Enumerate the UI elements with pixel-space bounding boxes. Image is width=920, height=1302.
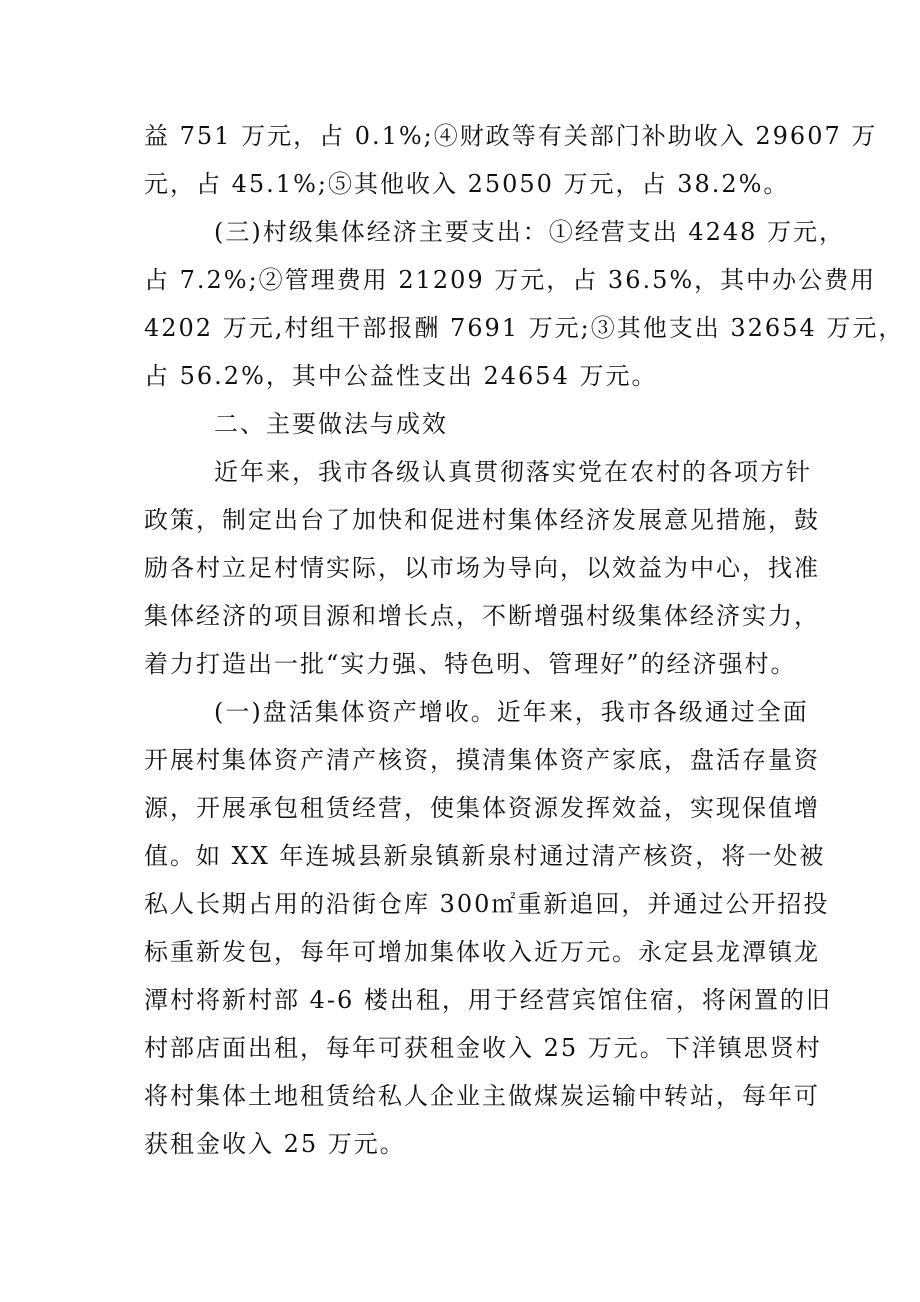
text-line: 开展村集体资产清产核资，摸清集体资产家底，盘活存量资 xyxy=(144,746,820,774)
subsection-heading-assets: (一)盘活集体资产增收。近年来，我市各级通过全面 xyxy=(214,698,809,726)
text-line: 村部店面出租，每年可获租金收入 25 万元。下洋镇思贤村 xyxy=(144,1034,822,1062)
section-heading-main-practices: 二、主要做法与成效 xyxy=(214,410,448,438)
text-line: 占 56.2%，其中公益性支出 24654 万元。 xyxy=(144,362,658,390)
text-line: 潭村将新村部 4-6 楼出租，用于经营宾馆住宿，将闲置的旧 xyxy=(144,986,832,1014)
section-heading-expenditure: (三)村级集体经济主要支出：①经营支出 4248 万元， xyxy=(214,218,846,246)
text-line: 值。如 XX 年连城县新泉镇新泉村通过清产核资，将一处被 xyxy=(144,842,826,870)
text-line: 着力打造出一批“实力强、特色明、管理好”的经济强村。 xyxy=(144,650,797,678)
text-line: 将村集体土地租赁给私人企业主做煤炭运输中转站，每年可 xyxy=(144,1082,820,1110)
text-line: 源，开展承包租赁经营，使集体资源发挥效益，实现保值增 xyxy=(144,794,820,822)
text-line: 励各村立足村情实际，以市场为导向，以效益为中心，找准 xyxy=(144,554,820,582)
text-line: 标重新发包，每年可增加集体收入近万元。永定县龙潭镇龙 xyxy=(144,938,820,966)
text-line: 益 751 万元，占 0.1%;④财政等有关部门补助收入 29607 万 xyxy=(144,122,878,150)
text-line: 集体经济的项目源和增长点，不断增强村级集体经济实力， xyxy=(144,602,820,630)
text-line: 占 7.2%;②管理费用 21209 万元，占 36.5%，其中办公费用 xyxy=(144,266,877,294)
text-line: 元，占 45.1%;⑤其他收入 25050 万元，占 38.2%。 xyxy=(144,170,790,198)
text-line: 政策，制定出台了加快和促进村集体经济发展意见措施，鼓 xyxy=(144,506,820,534)
text-line: 获租金收入 25 万元。 xyxy=(144,1130,406,1158)
text-line: 4202 万元,村组干部报酬 7691 万元;③其他支出 32654 万元， xyxy=(144,314,905,342)
paragraph-start: 近年来，我市各级认真贯彻落实党在农村的各项方针 xyxy=(214,458,812,486)
text-line: 私人长期占用的沿街仓库 300㎡重新追回，并通过公开招投 xyxy=(144,890,830,918)
